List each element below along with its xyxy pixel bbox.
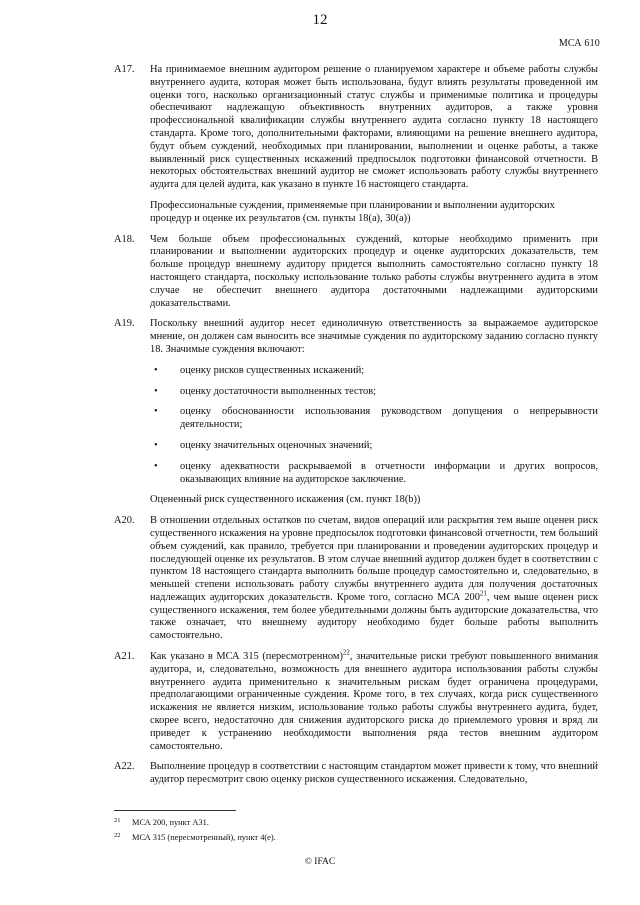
paragraph-text: Чем больше объем профессиональных суждений, которые необходимо применить при планировании и выполнении аудиторских процедур и оценке аудиторских доказательств, тем больше процедур внешнему аудитору придется выполнить самостоятельно согласно пункту 18 настоящего стандарта, поскольку использование только работы службы внутреннего аудита в этом случае не обеспечит внешнего аудитора достаточными надлежащими аудиторскими доказательствами.	[150, 233, 598, 309]
footnote-ref: 21	[479, 589, 487, 598]
paragraph-a18	[114, 234, 598, 311]
bullet-icon: •	[154, 385, 158, 397]
list-item	[150, 440, 598, 453]
paragraph-a21	[114, 648, 598, 753]
paragraph-text-continued: , чем выше оценен риск существенного искажения, тем более убедительными должны быть аудиторские доказательства, что также означает, что внешнему аудитору необходимо будет больше работы выполнить самостоятельно.	[150, 591, 598, 642]
paragraph-text: На принимаемое внешним аудитором решение о планируемом характере и объеме работы службы внутреннего аудита, которая может быть использована, будут влиять результаты проведенной им оценки того, насколько организационный статус службы и применимые политика и процедуры обеспечивают надлежащую объективность внутренних аудиторов, а также уровня профессиональной квалификации службы внутреннего аудита согласно пункту 18 настоящего стандарта. Кроме того, дополнительными факторами, влияющими на решение внешнего аудитора, будут объем суждений, необходимых при планировании, выполнении и оценке работы, а также выявленный риск существенных искажений предпосылок подготовки финансовой отчетности. В некоторых обстоятельствах внешний аудитор не сможет использовать работу службы внутреннего аудита для целей аудита, как указано в пункте 16 настоящего стандарта.	[150, 64, 598, 191]
footnote-text: МСА 315 (пересмотренный), пункт 4(e).	[132, 833, 276, 842]
list-item-text: оценку значительных оценочных значений;	[180, 439, 373, 451]
footnote-number: 22	[114, 832, 121, 839]
footnote-ref: 22	[342, 648, 350, 657]
paragraph-a17	[114, 64, 598, 192]
subheading-professional-judgments: Профессиональные суждения, применяемые при планировании и выполнении аудиторских процедур и оценке их результатов (см. пункты 18(a), 30(a))	[150, 199, 555, 224]
footnote-number: 21	[114, 817, 121, 824]
list-item-text: оценку адекватности раскрываемой в отчетности информации и других вопросов, оказывающих влияние на аудиторское заключение.	[180, 460, 598, 485]
paragraph-number: A18.	[114, 233, 135, 245]
footnote	[114, 815, 598, 830]
list-item-text: оценку рисков существенных искажений;	[180, 364, 365, 376]
paragraph-a20	[114, 515, 598, 643]
paragraph-a22	[114, 761, 598, 787]
significant-judgments-list	[114, 365, 598, 487]
footnote-separator	[114, 810, 236, 811]
footnote-text: МСА 200, пункт A31.	[132, 818, 209, 827]
list-item-text: оценку достаточности выполненных тестов;	[180, 385, 377, 397]
paragraph-text: В отношении отдельных остатков по счетам, видов операций или раскрытия тем выше оценен риск существенного искажения на уровне предпосылок подготовки финансовой отчетности, тем больший объем суждений, как правило, требуется при планировании и проведении аудиторских процедур и последующей оценке их результатов. В этом случае внешний аудитор должен будет в соответствии с пунктом 18 настоящего стандарта выполнить больше процедур самостоятельно и, следовательно, в меньшей степени использовать работу службы внутреннего аудита для получения достаточных надлежащих аудиторских доказательств. Кроме того, согласно МСА 200	[150, 515, 598, 603]
paragraph-number: A17.	[114, 64, 135, 75]
subheading-assessed-risk: Оцененный риск существенного искажения (см. пункт 18(b))	[150, 494, 421, 506]
list-item	[150, 365, 598, 378]
standard-label: МСА 610	[558, 38, 600, 49]
paragraph-a19	[114, 318, 598, 356]
bullet-icon: •	[154, 364, 158, 376]
copyright-footer: © IFAC	[304, 857, 336, 867]
paragraph-number: A22.	[114, 761, 135, 773]
body-text	[114, 64, 598, 795]
paragraph-text-continued: , значительные риски требуют повышенного внимания аудитора, и, следовательно, возможность для внешнего аудитора использования работы службы внутреннего аудита применительно к значительным рискам будет ограничена процедурами, предполагающими ограниченные суждения. Кроме того, в тех случаях, когда риск существенного искажения не является низким, использование только работы службы внутреннего аудита, будет, скорее всего, недостаточно для снижения аудиторского риска до приемлемого уровня и вряд ли приведет к устранению необходимости выполнения ряда тестов внешним аудитором самостоятельно.	[150, 651, 598, 752]
paragraph-number: A21.	[114, 651, 135, 663]
list-item-text: оценку обоснованности использования руководством допущения о непрерывности деятельности;	[180, 406, 598, 431]
list-item	[150, 461, 598, 487]
paragraph-text: Выполнение процедур в соответствии с настоящим стандартом может привести к тому, что внешний аудитор пересмотрит свою оценку рисков существенного искажения. Следовательно,	[150, 761, 598, 786]
paragraph-number: A19.	[114, 318, 135, 330]
bullet-icon: •	[154, 406, 158, 418]
paragraph-text: Поскольку внешний аудитор несет единоличную ответственность за выражаемое аудиторское мнение, он должен сам выносить все значимые суждения по аудиторскому заданию согласно пункту 18. Значимые суждения включают:	[150, 318, 598, 355]
list-item	[150, 406, 598, 432]
bullet-icon: •	[154, 439, 158, 451]
bullet-icon: •	[154, 460, 158, 472]
page-number: 12	[312, 12, 328, 28]
paragraph-number: A20.	[114, 515, 135, 527]
footnote	[114, 830, 598, 845]
list-item	[150, 386, 598, 399]
paragraph-text: Как указано в МСА 315 (пересмотренном)	[150, 651, 343, 663]
footnotes	[114, 815, 598, 845]
